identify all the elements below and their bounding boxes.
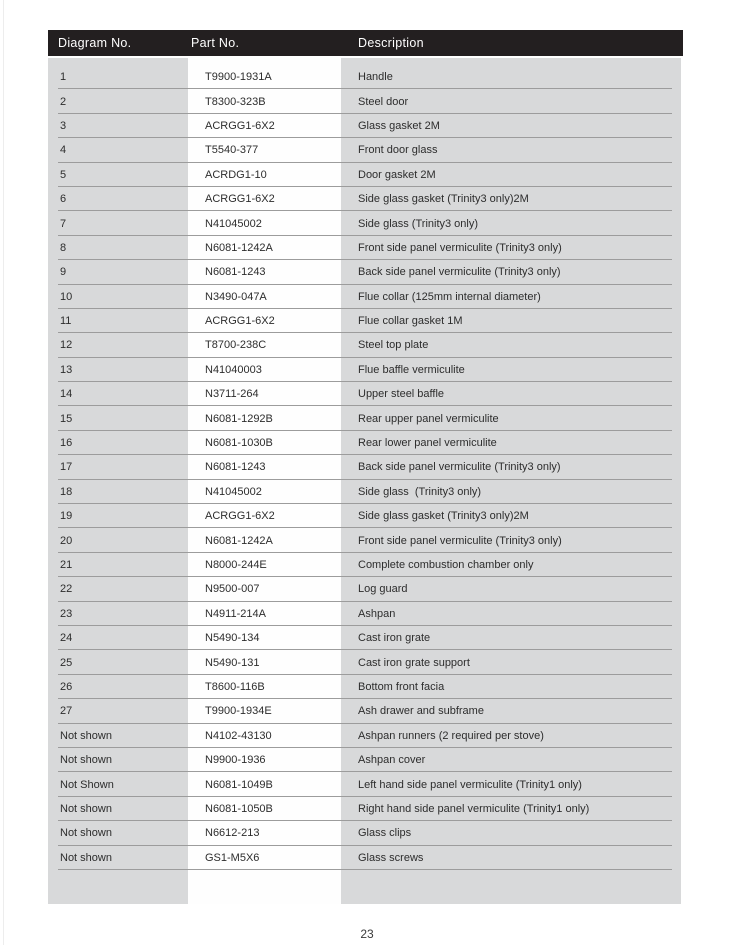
- diagram-no-cell: 8: [60, 241, 67, 254]
- diagram-no-cell: 16: [60, 437, 73, 449]
- diagram-no-cell: Not shown: [60, 851, 112, 864]
- diagram-no-cell: 1: [60, 71, 67, 84]
- table-row: [48, 480, 681, 504]
- diagram-no-cell: 27: [60, 705, 73, 718]
- part-no-cell: N3490-047A: [205, 290, 267, 303]
- diagram-no-cell: 6: [60, 193, 67, 206]
- diagram-no-cell: Not shown: [60, 802, 112, 815]
- part-no-cell: ACRGG1-6X2: [205, 193, 275, 206]
- table-row: [48, 504, 681, 528]
- table-row: [48, 138, 681, 162]
- part-no-cell: N6081-1050B: [205, 802, 273, 815]
- part-no-cell: ACRGG1-6X2: [205, 510, 275, 523]
- description-cell: Front door glass: [358, 144, 438, 157]
- table-row: [48, 675, 681, 699]
- table-row: [48, 65, 681, 89]
- description-cell: Front side panel vermiculite (Trinity3 only): [358, 534, 562, 547]
- description-cell: Right hand side panel vermiculite (Trinity1 only): [358, 802, 590, 815]
- diagram-no-cell: 21: [60, 558, 73, 571]
- diagram-no-cell: 7: [60, 217, 67, 230]
- description-cell: Glass screws: [358, 851, 424, 864]
- table-row: [48, 699, 681, 723]
- description-cell: Complete combustion chamber only: [358, 558, 534, 571]
- part-no-cell: GS1-M5X6: [205, 851, 260, 864]
- part-no-cell: N6081-1049B: [205, 778, 273, 791]
- description-cell: Flue collar gasket 1M: [358, 315, 463, 328]
- table-rows: [48, 58, 681, 904]
- table-row: [48, 553, 681, 577]
- page-number: 23: [360, 927, 374, 941]
- description-cell: Rear upper panel vermiculite: [358, 412, 499, 425]
- part-no-cell: T8700-238C: [205, 339, 267, 352]
- description-cell: Door gasket 2M: [358, 168, 436, 181]
- description-cell: Cast iron grate: [358, 632, 431, 645]
- part-no-cell: N6081-1243: [205, 461, 266, 474]
- part-no-cell: N8000-244E: [205, 558, 267, 571]
- diagram-no-cell: 26: [60, 680, 73, 693]
- table-row: [48, 114, 681, 138]
- table-row: [48, 626, 681, 650]
- diagram-no-cell: 20: [60, 534, 73, 547]
- table-row: [48, 382, 681, 406]
- table-row: [48, 309, 681, 333]
- diagram-no-cell: 19: [60, 510, 73, 523]
- description-cell: Side glass gasket (Trinity3 only)2M: [358, 510, 529, 523]
- table-row: [48, 163, 681, 187]
- part-no-cell: T8300-323B: [205, 95, 266, 108]
- table-row: [48, 358, 681, 382]
- description-cell: Front side panel vermiculite (Trinity3 only): [358, 241, 562, 254]
- description-cell: Ash drawer and subframe: [358, 705, 484, 718]
- part-no-cell: N4911-214A: [205, 607, 266, 620]
- table-row: [48, 211, 681, 235]
- part-no-cell: N41045002: [205, 485, 262, 498]
- parts-table: [48, 30, 683, 904]
- diagram-no-cell: 12: [60, 339, 73, 352]
- description-cell: Back side panel vermiculite (Trinity3 only): [358, 266, 561, 279]
- description-cell: Ashpan runners (2 required per stove): [358, 729, 544, 742]
- part-no-cell: T9900-1934E: [205, 705, 272, 718]
- part-no-cell: T8600-116B: [205, 680, 265, 693]
- page-edge-artifact: [3, 0, 4, 945]
- table-header-bar: [48, 30, 683, 56]
- table-row: [48, 846, 681, 870]
- diagram-no-cell: 23: [60, 607, 73, 620]
- table-row: [48, 602, 681, 626]
- part-no-cell: N4102-43130: [205, 729, 272, 742]
- table-row: [48, 406, 681, 430]
- description-cell: Side glass (Trinity3 only): [358, 485, 482, 498]
- diagram-no-cell: 15: [60, 412, 73, 425]
- diagram-no-cell: 9: [60, 266, 67, 279]
- description-cell: Upper steel baffle: [358, 388, 445, 401]
- table-row: [48, 431, 681, 455]
- part-no-cell: N3711-264: [205, 388, 259, 401]
- part-no-cell: N6612-213: [205, 827, 260, 840]
- description-cell: Rear lower panel vermiculite: [358, 437, 497, 449]
- table-body: [48, 58, 681, 904]
- diagram-no-cell: 13: [60, 363, 73, 376]
- table-row: [48, 650, 681, 674]
- diagram-no-cell: Not shown: [60, 827, 112, 840]
- description-cell: Side glass gasket (Trinity3 only)2M: [358, 193, 529, 206]
- diagram-no-cell: 24: [60, 632, 73, 645]
- description-cell: Ashpan: [358, 607, 396, 620]
- diagram-no-cell: 11: [60, 315, 72, 328]
- diagram-no-cell: 18: [60, 485, 73, 498]
- diagram-no-cell: 4: [60, 144, 67, 157]
- description-cell: Steel top plate: [358, 339, 429, 352]
- description-cell: Flue baffle vermiculite: [358, 363, 465, 376]
- diagram-no-cell: 2: [60, 95, 67, 108]
- table-row: [48, 89, 681, 113]
- description-cell: Back side panel vermiculite (Trinity3 only): [358, 461, 561, 474]
- table-row: [48, 797, 681, 821]
- table-row: [48, 455, 681, 479]
- part-no-cell: ACRGG1-6X2: [205, 119, 275, 132]
- description-cell: Glass gasket 2M: [358, 119, 440, 132]
- diagram-no-cell: 3: [60, 119, 67, 132]
- part-no-cell: N5490-131: [205, 656, 260, 669]
- description-cell: Left hand side panel vermiculite (Trinity1 only): [358, 778, 582, 791]
- description-cell: Bottom front facia: [358, 680, 445, 693]
- diagram-no-cell: Not shown: [60, 729, 112, 742]
- column-header-diagram-no: Diagram No.: [58, 36, 132, 50]
- table-row: [48, 236, 681, 260]
- part-no-cell: T5540-377: [205, 144, 259, 157]
- part-no-cell: N9900-1936: [205, 754, 266, 767]
- table-row: [48, 187, 681, 211]
- table-row: [48, 748, 681, 772]
- diagram-no-cell: 10: [60, 290, 73, 303]
- diagram-no-cell: 22: [60, 583, 73, 596]
- diagram-no-cell: 17: [60, 461, 73, 474]
- part-no-cell: N6081-1243: [205, 266, 266, 279]
- description-cell: Handle: [358, 71, 393, 84]
- table-row: [48, 528, 681, 552]
- table-row: [48, 724, 681, 748]
- diagram-no-cell: Not Shown: [60, 778, 114, 791]
- part-no-cell: N6081-1030B: [205, 437, 273, 449]
- description-cell: Ashpan cover: [358, 754, 426, 767]
- part-no-cell: N9500-007: [205, 583, 260, 596]
- part-no-cell: ACRDG1-10: [205, 168, 267, 181]
- description-cell: Glass clips: [358, 827, 412, 840]
- part-no-cell: N6081-1242A: [205, 241, 273, 254]
- description-cell: Side glass (Trinity3 only): [358, 217, 479, 230]
- diagram-no-cell: 25: [60, 656, 73, 669]
- diagram-no-cell: Not shown: [60, 754, 112, 767]
- description-cell: Flue collar (125mm internal diameter): [358, 290, 541, 303]
- diagram-no-cell: 14: [60, 388, 73, 401]
- diagram-no-cell: 5: [60, 168, 67, 181]
- column-header-part-no: Part No.: [191, 36, 240, 50]
- table-row: [48, 260, 681, 284]
- description-cell: Steel door: [358, 95, 409, 108]
- description-cell: Log guard: [358, 583, 408, 596]
- table-row: [48, 772, 681, 796]
- table-row: [48, 333, 681, 357]
- part-no-cell: ACRGG1-6X2: [205, 315, 275, 328]
- table-row: [48, 577, 681, 601]
- part-no-cell: N5490-134: [205, 632, 260, 645]
- table-row: [48, 821, 681, 845]
- table-row: [48, 285, 681, 309]
- part-no-cell: N41045002: [205, 217, 262, 230]
- part-no-cell: T9900-1931A: [205, 71, 272, 84]
- part-no-cell: N6081-1292B: [205, 412, 273, 425]
- column-header-description: Description: [358, 36, 424, 50]
- part-no-cell: N6081-1242A: [205, 534, 273, 547]
- part-no-cell: N41040003: [205, 363, 262, 376]
- description-cell: Cast iron grate support: [358, 656, 470, 669]
